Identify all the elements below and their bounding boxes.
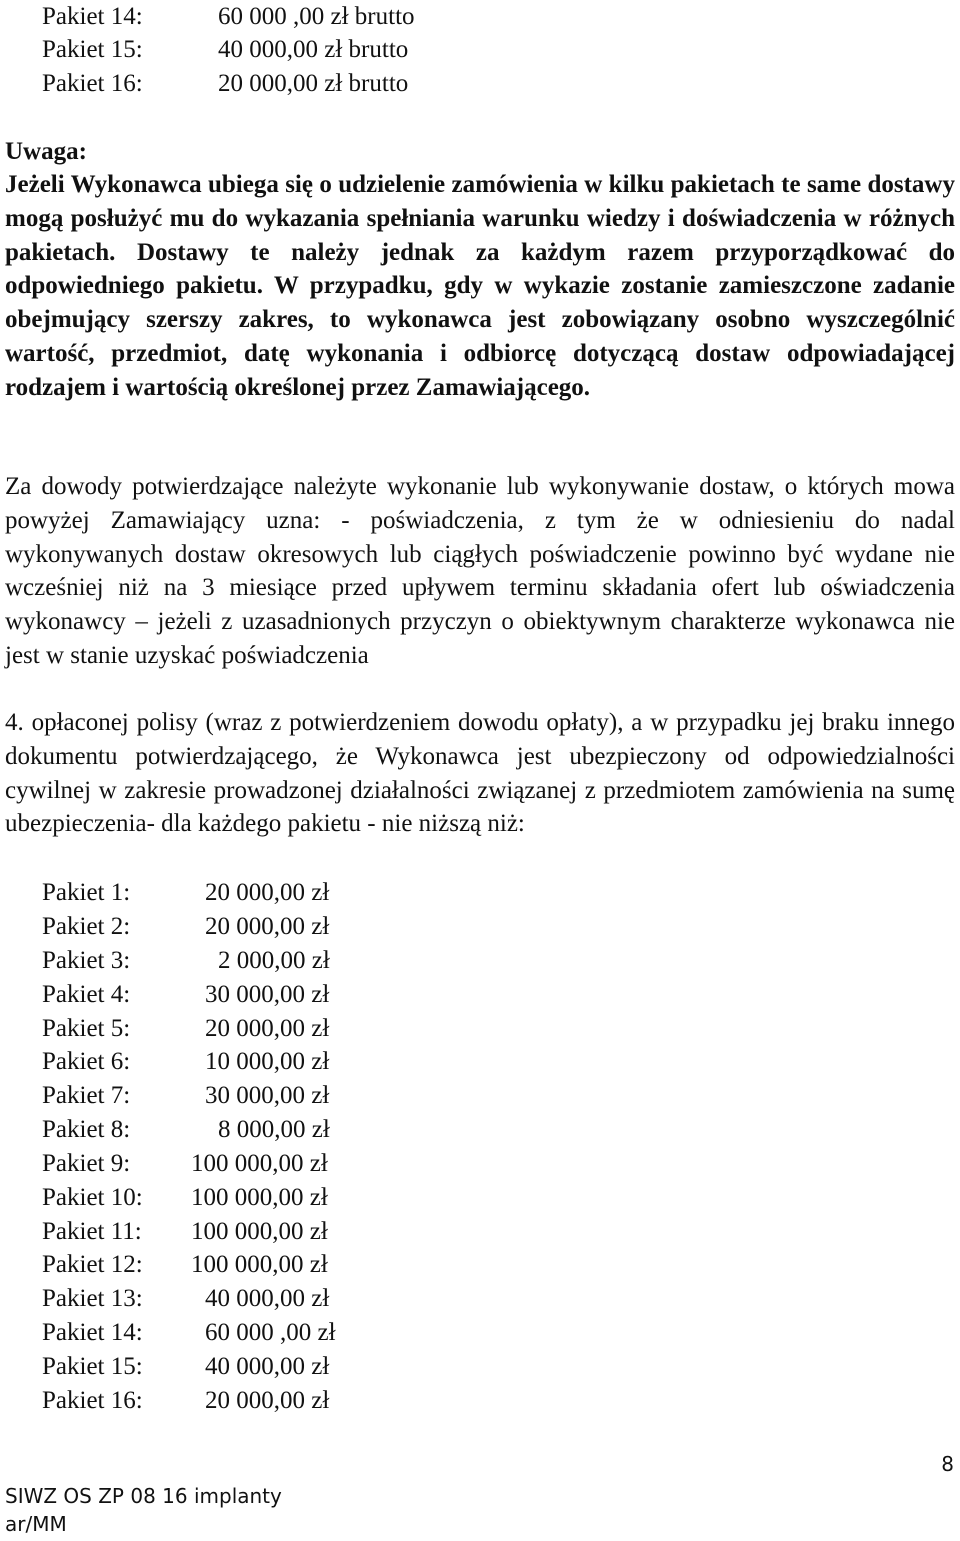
package-label: Pakiet 8: bbox=[42, 1116, 131, 1143]
package-label: Pakiet 14: bbox=[42, 3, 143, 30]
package-label: Pakiet 15: bbox=[42, 1353, 143, 1380]
package-value: 20 000,00 zł bbox=[205, 879, 330, 906]
package-value: 30 000,00 zł bbox=[205, 981, 330, 1008]
package-value: 40 000,00 zł bbox=[205, 1285, 330, 1312]
package-label: Pakiet 3: bbox=[42, 947, 131, 974]
package-label: Pakiet 6: bbox=[42, 1048, 131, 1075]
package-value: 20 000,00 zł bbox=[205, 1387, 330, 1414]
note-heading: Uwaga: bbox=[5, 138, 87, 165]
insurance-paragraph: 4. opłaconej polisy (wraz z potwierdzeniem dowodu opłaty), a w przypadku jej braku innego dokumentu potwierdzającego, że Wykonawca jest ubezpieczony od odpowiedzialności cywilnej w zakresie prowadzonej działalności związanej z przedmiotem zamówienia na sumę ubezpieczenia- dla każdego pakietu - nie niższą niż: bbox=[5, 709, 955, 838]
package-value: 20 000,00 zł bbox=[205, 913, 330, 940]
package-value: 100 000,00 zł bbox=[191, 1251, 328, 1278]
package-label: Pakiet 9: bbox=[42, 1150, 131, 1177]
footer-initials: ar/MM bbox=[5, 1512, 67, 1536]
package-value: 100 000,00 zł bbox=[191, 1218, 328, 1245]
package-value: 20 000,00 zł brutto bbox=[218, 70, 409, 97]
evidence-paragraph: Za dowody potwierdzające należyte wykonanie lub wykonywanie dostaw, o których mowa powyżej Zamawiający uzna: - poświadczenia, z tym że w odniesieniu do nadal wykonywanych dostaw okresowych lub ciągłych poświadczenie powinno być wydane nie wcześniej niż na 3 miesiące przed upływem terminu składania ofert lub oświadczenia wykonawcy – jeżeli z uzasadnionych przyczyn o obiektywnym charakterze wykonawca nie jest w stanie uzyskać poświadczenia bbox=[5, 473, 955, 669]
package-value: 10 000,00 zł bbox=[205, 1048, 330, 1075]
package-label: Pakiet 16: bbox=[42, 1387, 143, 1414]
package-value: 60 000 ,00 zł brutto bbox=[218, 3, 415, 30]
package-label: Pakiet 13: bbox=[42, 1285, 143, 1312]
package-label: Pakiet 15: bbox=[42, 36, 143, 63]
package-label: Pakiet 4: bbox=[42, 981, 131, 1008]
package-label: Pakiet 11: bbox=[42, 1218, 142, 1245]
package-value: 100 000,00 zł bbox=[191, 1184, 328, 1211]
package-label: Pakiet 12: bbox=[42, 1251, 143, 1278]
package-label: Pakiet 10: bbox=[42, 1184, 143, 1211]
note-paragraph: Jeżeli Wykonawca ubiega się o udzielenie zamówienia w kilku pakietach te same dostawy mogą posłużyć mu do wykazania spełniania warunku wiedzy i doświadczenia w różnych pakietach. Dostawy te należy jednak za każdym razem przyporządkować do odpowiedniego pakietu. W przypadku, gdy w wykazie zostanie zamieszczone zadanie obejmujący szerszy zakres, to wykonawca jest zobowiązany osobno wyszczególnić wartość, przedmiot, datę wykonania i odbiorcę dotyczącą dostaw odpowiadającej rodzajem i wartością określonej przez Zamawiającego. bbox=[5, 171, 955, 401]
footer-reference: SIWZ OS ZP 08 16 implanty bbox=[5, 1484, 282, 1508]
package-value: 40 000,00 zł brutto bbox=[218, 36, 409, 63]
package-label: Pakiet 14: bbox=[42, 1319, 143, 1346]
package-label: Pakiet 5: bbox=[42, 1015, 131, 1042]
package-value: 2 000,00 zł bbox=[218, 947, 330, 974]
package-label: Pakiet 16: bbox=[42, 70, 143, 97]
package-value: 8 000,00 zł bbox=[218, 1116, 330, 1143]
package-value: 20 000,00 zł bbox=[205, 1015, 330, 1042]
package-label: Pakiet 2: bbox=[42, 913, 131, 940]
page-number: 8 bbox=[941, 1452, 954, 1476]
package-label: Pakiet 7: bbox=[42, 1082, 131, 1109]
package-value: 60 000 ,00 zł bbox=[205, 1319, 336, 1346]
package-value: 30 000,00 zł bbox=[205, 1082, 330, 1109]
package-value: 100 000,00 zł bbox=[191, 1150, 328, 1177]
package-value: 40 000,00 zł bbox=[205, 1353, 330, 1380]
package-label: Pakiet 1: bbox=[42, 879, 131, 906]
